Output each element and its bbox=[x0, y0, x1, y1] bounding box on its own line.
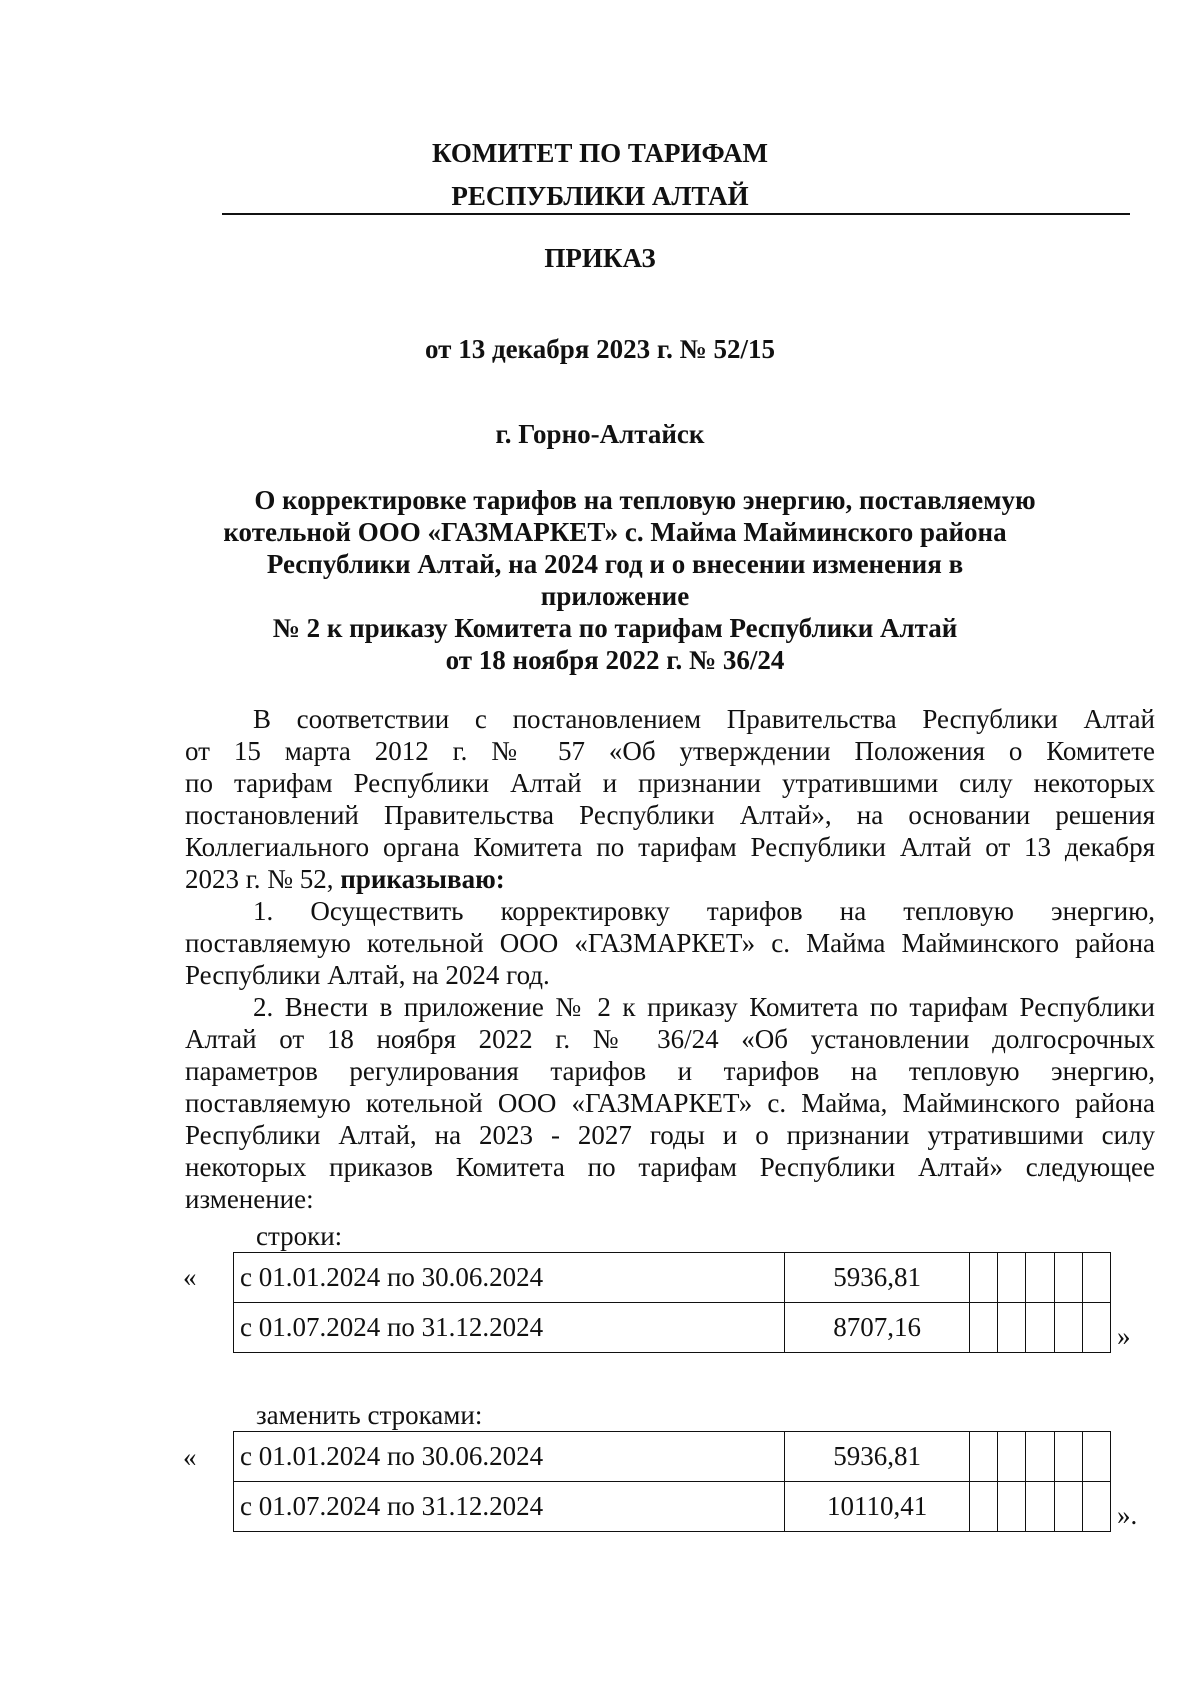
header-divider bbox=[222, 213, 1130, 215]
table-row bbox=[234, 1432, 1111, 1482]
period-cell: с 01.07.2024 по 31.12.2024 bbox=[234, 1303, 785, 1353]
preamble-line: от 15 марта 2012 г. № 57 «Об утверждении Положения о Комитете bbox=[185, 736, 1155, 766]
old-rows-label: строки: bbox=[256, 1221, 343, 1251]
preamble-line: по тарифам Республики Алтай и признании утратившими силу некоторых bbox=[185, 768, 1155, 798]
item-2-line: некоторых приказов Комитета по тарифам Республики Алтай» следующее bbox=[185, 1152, 1155, 1182]
item-1-line: 1. Осуществить корректировку тарифов на тепловую энергию, bbox=[253, 896, 1155, 926]
value-cell: 8707,16 bbox=[785, 1303, 969, 1353]
item-1-paragraph bbox=[185, 895, 1155, 991]
new-rows-label: заменить строками: bbox=[256, 1400, 483, 1430]
preamble-line: В соответствии с постановлением Правительства Республики Алтай bbox=[253, 704, 1155, 734]
value-cell: 5936,81 bbox=[785, 1432, 969, 1482]
preamble-line: Коллегиального органа Комитета по тарифам Республики Алтай от 13 декабря bbox=[185, 832, 1155, 862]
value-cell: 10110,41 bbox=[785, 1482, 969, 1532]
old-rows-table bbox=[233, 1252, 1111, 1353]
preamble-last-text: 2023 г. № 52, bbox=[185, 864, 341, 894]
org-name-line1: КОМИТЕТ ПО ТАРИФАМ bbox=[431, 138, 769, 168]
org-name-line2: РЕСПУБЛИКИ АЛТАЙ bbox=[451, 181, 749, 211]
new-close-quote: ». bbox=[1117, 1500, 1138, 1530]
new-open-quote: « bbox=[183, 1442, 197, 1472]
preamble-paragraph bbox=[185, 703, 1155, 895]
preamble-line: постановлений Правительства Республики Алтай», на основании решения bbox=[185, 800, 1155, 830]
doc-city: г. Горно-Алтайск bbox=[495, 419, 705, 449]
table-row bbox=[234, 1482, 1111, 1532]
table-row bbox=[234, 1253, 1111, 1303]
title-line: № 2 к приказу Комитета по тарифам Республики Алтай bbox=[272, 613, 958, 643]
doc-title bbox=[190, 484, 1040, 676]
item-2-line: поставляемую котельной ООО «ГАЗМАРКЕТ» с. Майма, Майминского района bbox=[185, 1088, 1155, 1118]
item-1-line: поставляемую котельной ООО «ГАЗМАРКЕТ» с. Майма Майминского района bbox=[185, 928, 1155, 958]
preamble-last-line bbox=[185, 863, 1155, 895]
title-line: от 18 ноября 2022 г. № 36/24 bbox=[445, 645, 785, 675]
period-cell: с 01.07.2024 по 31.12.2024 bbox=[234, 1482, 785, 1532]
doc-type: ПРИКАЗ bbox=[544, 243, 656, 273]
title-line: О корректировке тарифов на тепловую энергию, поставляемую bbox=[254, 485, 1036, 515]
period-cell: с 01.01.2024 по 30.06.2024 bbox=[234, 1253, 785, 1303]
old-close-quote: » bbox=[1117, 1321, 1131, 1351]
item-2-line: параметров регулирования тарифов и тарифов на тепловую энергию, bbox=[185, 1056, 1155, 1086]
new-rows-table bbox=[233, 1431, 1111, 1532]
table-row bbox=[234, 1303, 1111, 1353]
item-2-line: 2. Внести в приложение № 2 к приказу Комитета по тарифам Республики bbox=[253, 992, 1155, 1022]
period-cell: с 01.01.2024 по 30.06.2024 bbox=[234, 1432, 785, 1482]
title-line: Республики Алтай, на 2024 год и о внесении изменения в приложение bbox=[266, 549, 964, 611]
doc-date-number: от 13 декабря 2023 г. № 52/15 bbox=[425, 334, 775, 364]
item-2-line: изменение: bbox=[185, 1184, 314, 1214]
title-line: котельной ООО «ГАЗМАРКЕТ» с. Майма Майминского района bbox=[223, 517, 1007, 547]
item-2-line: Алтай от 18 ноября 2022 г. № 36/24 «Об установлении долгосрочных bbox=[185, 1024, 1155, 1054]
old-open-quote: « bbox=[183, 1262, 197, 1292]
value-cell: 5936,81 bbox=[785, 1253, 969, 1303]
item-2-paragraph bbox=[185, 991, 1155, 1215]
item-2-line: Республики Алтай, на 2023 - 2027 годы и о признании утратившими силу bbox=[185, 1120, 1155, 1150]
preamble-order-word: приказываю: bbox=[340, 864, 505, 894]
item-1-line: Республики Алтай, на 2024 год. bbox=[185, 960, 550, 990]
